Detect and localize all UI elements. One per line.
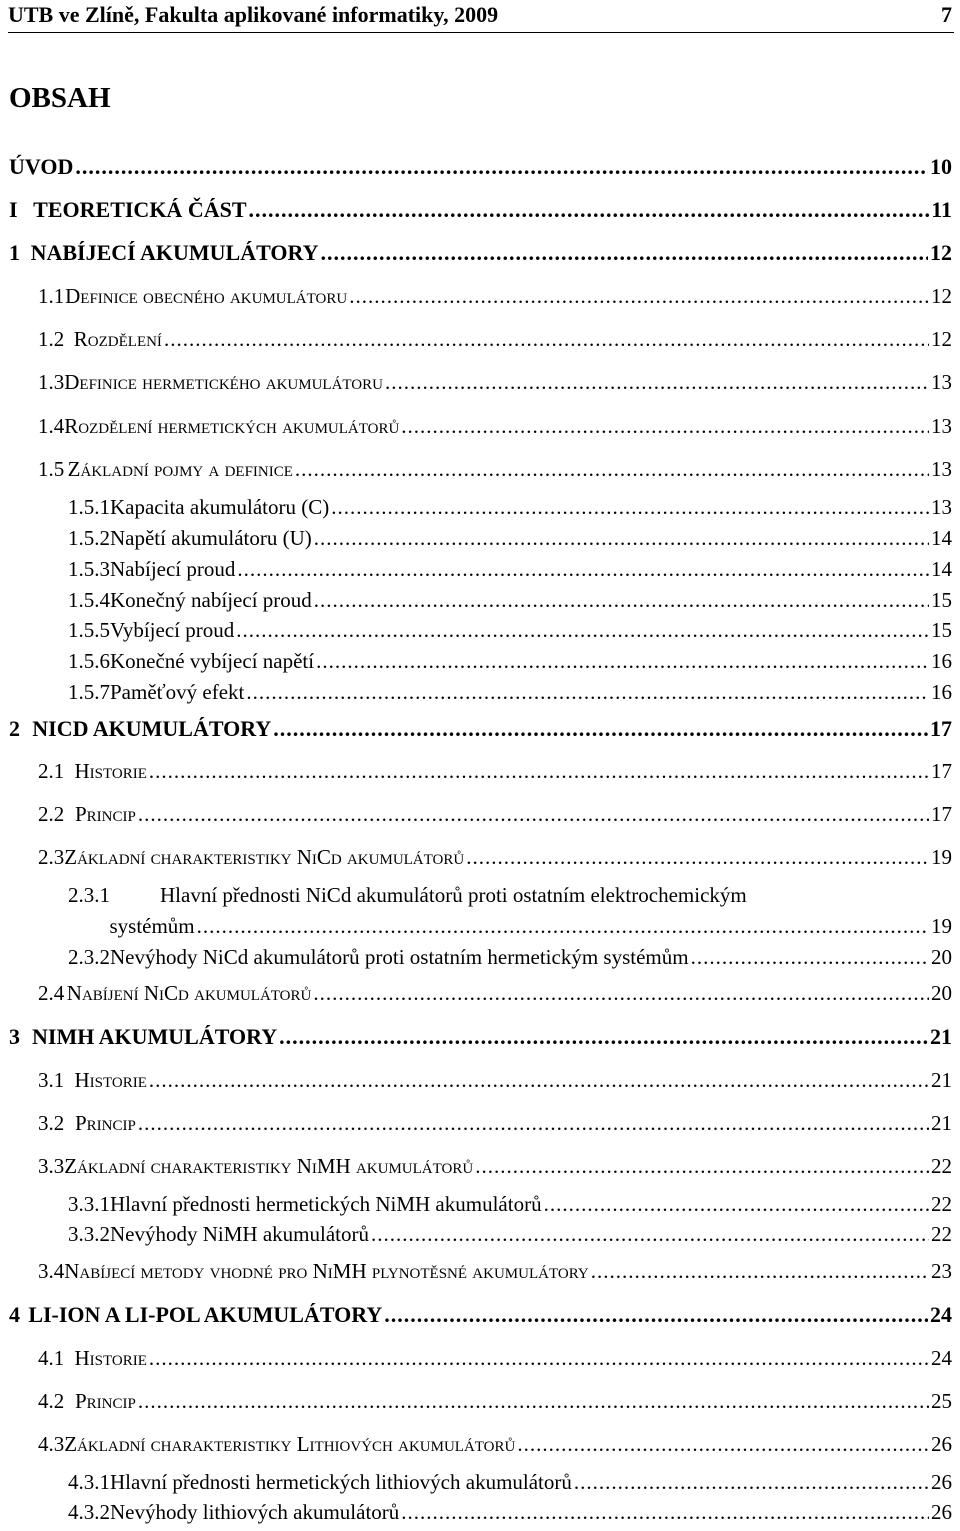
toc-entry-page: 24 xyxy=(930,1302,952,1327)
toc-entry-number: 3.4 xyxy=(38,1259,65,1283)
toc-entry-text: Konečný nabíjecí proud xyxy=(110,588,312,612)
toc-entry-number: 1.1 xyxy=(38,284,65,308)
toc-entry-page: 15 xyxy=(931,588,952,612)
toc-entry-text: Princip xyxy=(75,1111,136,1135)
toc-entry[interactable] xyxy=(38,327,952,357)
toc-leader xyxy=(314,526,929,551)
toc-entry[interactable] xyxy=(68,1500,952,1530)
toc-leader xyxy=(691,945,929,970)
toc-entry-page: 15 xyxy=(931,618,952,642)
toc-leader xyxy=(279,1024,928,1050)
toc-entry[interactable] xyxy=(68,526,952,556)
toc-entry-number: 3.1 xyxy=(38,1068,65,1092)
toc-entry[interactable] xyxy=(9,716,952,746)
toc-entry-number: 3.3.2 xyxy=(68,1222,110,1246)
toc-entry[interactable] xyxy=(38,284,952,314)
toc-leader xyxy=(138,1389,929,1414)
toc-entry-page: 23 xyxy=(931,1259,952,1283)
toc-entry-page: 12 xyxy=(931,284,952,308)
toc-entry-page: 25 xyxy=(931,1389,952,1413)
toc-entry[interactable] xyxy=(38,1154,952,1184)
toc-leader xyxy=(273,716,928,742)
toc-entry-page: 20 xyxy=(931,981,952,1005)
toc-leader xyxy=(237,557,929,582)
toc-entry[interactable] xyxy=(68,495,952,525)
toc-entry[interactable] xyxy=(38,1111,952,1141)
toc-entry-page: 26 xyxy=(931,1500,952,1524)
toc-entry-page: 13 xyxy=(931,370,952,394)
toc-entry-text: Hlavní přednosti NiCd akumulátorů proti ostatním elektrochemickým xyxy=(160,883,747,907)
toc-entry-text: Hlavní přednosti hermetických lithiových akumulátorů xyxy=(110,1470,572,1494)
toc-entry[interactable] xyxy=(38,414,952,444)
toc-leader xyxy=(138,802,929,827)
toc-leader xyxy=(149,1068,929,1093)
toc-entry-page: 26 xyxy=(931,1470,952,1494)
toc-entry-number: 1.2 xyxy=(38,327,65,351)
toc-entry-page: 19 xyxy=(931,845,952,869)
toc-leader xyxy=(544,1192,929,1217)
toc-entry-text: NICD AKUMULÁTORY xyxy=(32,716,272,741)
toc-entry-text: Nevýhody NiMH akumulátorů xyxy=(110,1222,369,1246)
toc-leader xyxy=(466,845,929,870)
toc-leader xyxy=(349,284,929,309)
toc-entry-text: Základní charakteristiky Lithiových akumulátorů xyxy=(64,1432,516,1456)
toc-entry-number: 3.3.1 xyxy=(68,1192,110,1216)
toc-entry-text: LI-ION A LI-POL AKUMULÁTORY xyxy=(28,1302,383,1327)
toc-entry[interactable] xyxy=(68,914,952,944)
toc-entry[interactable] xyxy=(38,981,952,1011)
toc-entry[interactable] xyxy=(38,759,952,789)
toc-leader xyxy=(246,680,929,705)
toc-entry-number: 2.1 xyxy=(38,759,65,783)
toc-entry-text: TEORETICKÁ ČÁST xyxy=(33,197,247,222)
toc-entry-wrapped[interactable] xyxy=(68,883,747,908)
toc-leader xyxy=(249,197,930,223)
toc-entry-page: 16 xyxy=(931,649,952,673)
toc-entry-text: Napětí akumulátoru (U) xyxy=(110,526,312,550)
toc-entry-number: 1.5.4 xyxy=(68,588,110,612)
toc-entry-page: 10 xyxy=(930,154,952,179)
toc-entry-text: Definice obecného akumulátoru xyxy=(65,284,348,308)
header-rule xyxy=(8,32,954,33)
toc-entry-number: 1.5.7 xyxy=(68,680,110,704)
toc-entry-page: 24 xyxy=(931,1346,952,1370)
toc-entry-number: 2.3.1 xyxy=(68,883,110,907)
toc-leader xyxy=(385,370,929,395)
toc-entry-text: Nevýhody lithiových akumulátorů xyxy=(110,1500,400,1524)
toc-entry-page: 21 xyxy=(931,1068,952,1092)
toc-entry[interactable] xyxy=(38,845,952,875)
toc-leader xyxy=(320,240,928,266)
toc-entry[interactable] xyxy=(68,1222,952,1252)
toc-entry-number: 4.3 xyxy=(38,1432,65,1456)
toc-entry-text-continued: systémům xyxy=(109,914,195,938)
toc-entry-number: 4.2 xyxy=(38,1389,65,1413)
toc-leader xyxy=(475,1154,929,1179)
toc-entry-page: 21 xyxy=(931,1111,952,1135)
toc-entry-number: 1.5.1 xyxy=(68,495,110,519)
toc-entry-page: 12 xyxy=(931,327,952,351)
header-page-number: 7 xyxy=(941,2,952,27)
toc-entry-text: Vybíjecí proud xyxy=(110,618,235,642)
toc-entry[interactable] xyxy=(38,1346,952,1376)
toc-entry[interactable] xyxy=(68,945,952,975)
toc-entry[interactable] xyxy=(9,197,952,227)
toc-entry[interactable] xyxy=(68,588,952,618)
toc-entry-text: Nabíjecí proud xyxy=(110,557,236,581)
toc-leader xyxy=(149,759,929,784)
toc-entry[interactable] xyxy=(68,1470,952,1500)
toc-entry-text: Nabíjení NiCd akumulátorů xyxy=(66,981,312,1005)
toc-entry[interactable] xyxy=(38,802,952,832)
toc-entry[interactable] xyxy=(38,1259,952,1289)
toc-entry[interactable] xyxy=(38,1389,952,1419)
toc-leader xyxy=(574,1470,929,1495)
toc-entry-text: Historie xyxy=(74,759,147,783)
toc-entry-text: Princip xyxy=(75,802,136,826)
toc-leader xyxy=(197,914,929,939)
toc-entry-page: 14 xyxy=(931,557,952,581)
toc-entry-text: NABÍJECÍ AKUMULÁTORY xyxy=(30,240,319,265)
toc-entry-number: 2 xyxy=(9,716,20,741)
toc-leader xyxy=(591,1259,929,1284)
toc-entry[interactable] xyxy=(38,1432,952,1462)
toc-entry-text: Rozdělení xyxy=(73,327,162,351)
toc-entry-number: 4 xyxy=(9,1302,20,1327)
page-header xyxy=(8,0,952,34)
toc-entry-page: 13 xyxy=(931,414,952,438)
toc-entry-number: 3 xyxy=(9,1024,20,1049)
toc-entry[interactable] xyxy=(9,240,952,270)
toc-entry-number: 2.3.2 xyxy=(68,945,110,969)
toc-entry[interactable] xyxy=(9,1302,952,1332)
toc-leader xyxy=(295,457,929,482)
toc-entry-page: 20 xyxy=(931,945,952,969)
toc-entry-number: 4.1 xyxy=(38,1346,65,1370)
toc-entry-number: 1.5.3 xyxy=(68,557,110,581)
toc-leader xyxy=(75,154,928,180)
toc-entry-number: 1.3 xyxy=(38,370,65,394)
toc-entry[interactable] xyxy=(68,618,952,648)
toc-entry-text: Základní pojmy a definice xyxy=(67,457,293,481)
toc-entry-text: Definice hermetického akumulátoru xyxy=(64,370,383,394)
toc-entry[interactable] xyxy=(9,154,952,184)
toc-leader xyxy=(316,649,929,674)
toc-entry-number: 1.5.5 xyxy=(68,618,110,642)
toc-entry-page: 22 xyxy=(931,1222,952,1246)
toc-entry-number: 1.5.6 xyxy=(68,649,110,673)
toc-leader xyxy=(517,1432,929,1457)
toc-entry[interactable] xyxy=(38,457,952,487)
toc-leader xyxy=(164,327,929,352)
toc-entry[interactable] xyxy=(38,1068,952,1098)
toc-entry[interactable] xyxy=(68,557,952,587)
toc-entry-number: 2.3 xyxy=(38,845,65,869)
toc-entry-page: 13 xyxy=(931,495,952,519)
toc-entry-text: Rozdělení hermetických akumulátorů xyxy=(64,414,400,438)
toc-entry[interactable] xyxy=(38,370,952,400)
toc-entry-page: 22 xyxy=(931,1154,952,1178)
toc-entry-text: NIMH AKUMULÁTORY xyxy=(32,1024,278,1049)
toc-entry-text: Nabíjecí metody vhodné pro NiMH plynotěsné akumulátory xyxy=(64,1259,589,1283)
toc-entry-text: Kapacita akumulátoru (C) xyxy=(110,495,330,519)
header-title: UTB ve Zlíně, Fakulta aplikované informatiky, 2009 xyxy=(8,2,499,27)
toc-entry-page: 19 xyxy=(931,914,952,938)
toc-leader xyxy=(371,1222,929,1247)
toc-entry-page: 17 xyxy=(930,716,952,741)
toc-entry-number: 1.5 xyxy=(38,457,65,481)
toc-entry-text: Paměťový efekt xyxy=(110,680,245,704)
toc-entry-page: 11 xyxy=(931,197,952,222)
toc-entry-text: Základní charakteristiky NiMH akumulátorů xyxy=(64,1154,474,1178)
toc-entry-text: Konečné vybíjecí napětí xyxy=(110,649,315,673)
toc-entry-page: 17 xyxy=(931,802,952,826)
toc-entry-text: Historie xyxy=(74,1068,147,1092)
toc-entry-number: 1.4 xyxy=(38,414,65,438)
toc-leader xyxy=(384,1302,928,1328)
toc-entry-text: Základní charakteristiky NiCd akumulátorů xyxy=(64,845,465,869)
toc-entry-text: ÚVOD xyxy=(9,154,74,179)
toc-entry[interactable] xyxy=(9,1024,952,1054)
toc-entry-number: 4.3.1 xyxy=(68,1470,110,1494)
toc-entry-number: 2.2 xyxy=(38,802,65,826)
toc-entry-number: 1 xyxy=(9,240,20,265)
toc-entry-page: 12 xyxy=(930,240,952,265)
toc-leader xyxy=(138,1111,929,1136)
toc-entry-page: 21 xyxy=(930,1024,952,1049)
toc-title: OBSAH xyxy=(9,82,111,114)
toc-entry-page: 26 xyxy=(931,1432,952,1456)
toc-leader xyxy=(401,1500,929,1525)
toc-leader xyxy=(314,588,929,613)
toc-entry-page: 13 xyxy=(931,457,952,481)
toc-entry-page: 14 xyxy=(931,526,952,550)
toc-leader xyxy=(236,618,929,643)
toc-entry-number: 2.4 xyxy=(38,981,65,1005)
toc-entry-page: 16 xyxy=(931,680,952,704)
toc-entry-page: 17 xyxy=(931,759,952,783)
toc-entry-text: Princip xyxy=(75,1389,136,1413)
toc-leader xyxy=(149,1346,929,1371)
toc-entry-number: 3.2 xyxy=(38,1111,65,1135)
toc-entry-page: 22 xyxy=(931,1192,952,1216)
toc-entry-text: Hlavní přednosti hermetických NiMH akumulátorů xyxy=(110,1192,542,1216)
toc-entry-number: 1.5.2 xyxy=(68,526,110,550)
toc-entry-number: I xyxy=(9,197,18,222)
toc-entry-text: Historie xyxy=(74,1346,147,1370)
toc-leader xyxy=(313,981,929,1006)
toc-entry[interactable] xyxy=(68,1192,952,1222)
toc-leader xyxy=(331,495,929,520)
toc-entry[interactable] xyxy=(68,649,952,679)
toc-entry-text: Nevýhody NiCd akumulátorů proti ostatním hermetickým systémům xyxy=(110,945,689,969)
toc-entry-number: 3.3 xyxy=(38,1154,65,1178)
toc-leader xyxy=(401,414,929,439)
toc-entry[interactable] xyxy=(68,680,952,710)
toc-entry-number: 4.3.2 xyxy=(68,1500,110,1524)
